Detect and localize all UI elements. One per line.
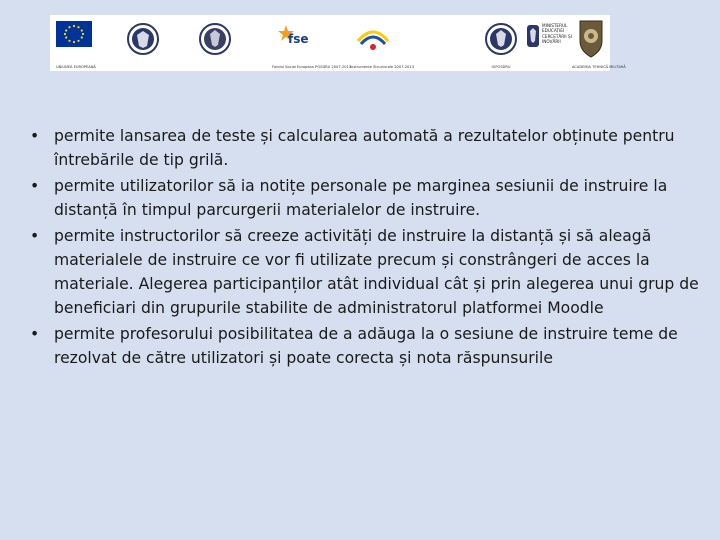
list-item	[30, 224, 700, 320]
government-crest-icon	[126, 19, 160, 63]
academy-caption: ACADEMIA TEHNICĂ MILITARĂ	[572, 65, 626, 69]
bullet: •	[30, 127, 40, 145]
list-item-text: permite utilizatorilor să ia notițe personale pe marginea sesiunii de instruire la distanță în timpul parcurgerii materialelor de instruire.	[54, 177, 668, 219]
bullet: •	[30, 325, 40, 343]
list-item-text: permite lansarea de teste și calcularea automată a rezultatelor obținute pentru întrebările de tip grilă.	[54, 127, 675, 169]
opsdru-caption: OIPOSDRU	[491, 65, 511, 69]
bullet: •	[30, 227, 40, 245]
academy-crest-icon	[572, 19, 610, 59]
list-item-text: permite profesorului posibilitatea de a adăuga la o sesiune de instruire teme de rezolvat de către utilizatori și poate corecta și nota răspunsurile	[54, 325, 678, 367]
ministry-education-text: MINISTERUL EDUCAȚIEI CERCETĂRII ȘI INOVĂRII	[542, 23, 572, 45]
list-item-text: permite instructorilor să creeze activități de instruire la distanță și să aleagă materialele de instruire ce vor fi utilizate precum și constrângeri de acces la materiale. Alegerea participanților atât individual cât și prin alegerea unui grup de beneficiari din grupurile stabilite de administratorul platformei Moodle	[54, 227, 699, 317]
list-item	[30, 322, 700, 370]
ministry-crest-icon	[198, 19, 232, 63]
opsdru-crest-icon	[484, 19, 518, 59]
ministry-education-crest-icon	[526, 23, 540, 51]
ministry-education-logo	[526, 19, 570, 71]
ministry-crest-logo	[198, 19, 232, 71]
bullet: •	[30, 177, 40, 195]
fse-icon	[272, 19, 314, 59]
instrumente-structurale-logo	[350, 19, 414, 71]
opsdru-crest-logo	[484, 19, 518, 71]
eu-flag-logo	[56, 19, 96, 71]
eu-flag-icon	[56, 19, 92, 59]
instrumente-structurale-icon	[350, 19, 396, 59]
list-item	[30, 124, 700, 172]
government-crest-logo	[126, 19, 160, 71]
logo-strip	[50, 15, 626, 71]
fse-caption: Fondul Social European POSDRU 2007-2013	[272, 65, 352, 69]
svg-text:fse: fse	[288, 32, 309, 46]
academy-crest-logo	[572, 19, 626, 71]
instrumente-caption: Instrumente Structurale 2007-2013	[350, 65, 414, 69]
eu-flag-caption: UNIUNEA EUROPEANĂ	[56, 65, 96, 69]
fse-logo	[272, 19, 352, 71]
feature-list	[30, 124, 700, 372]
list-item	[30, 174, 700, 222]
